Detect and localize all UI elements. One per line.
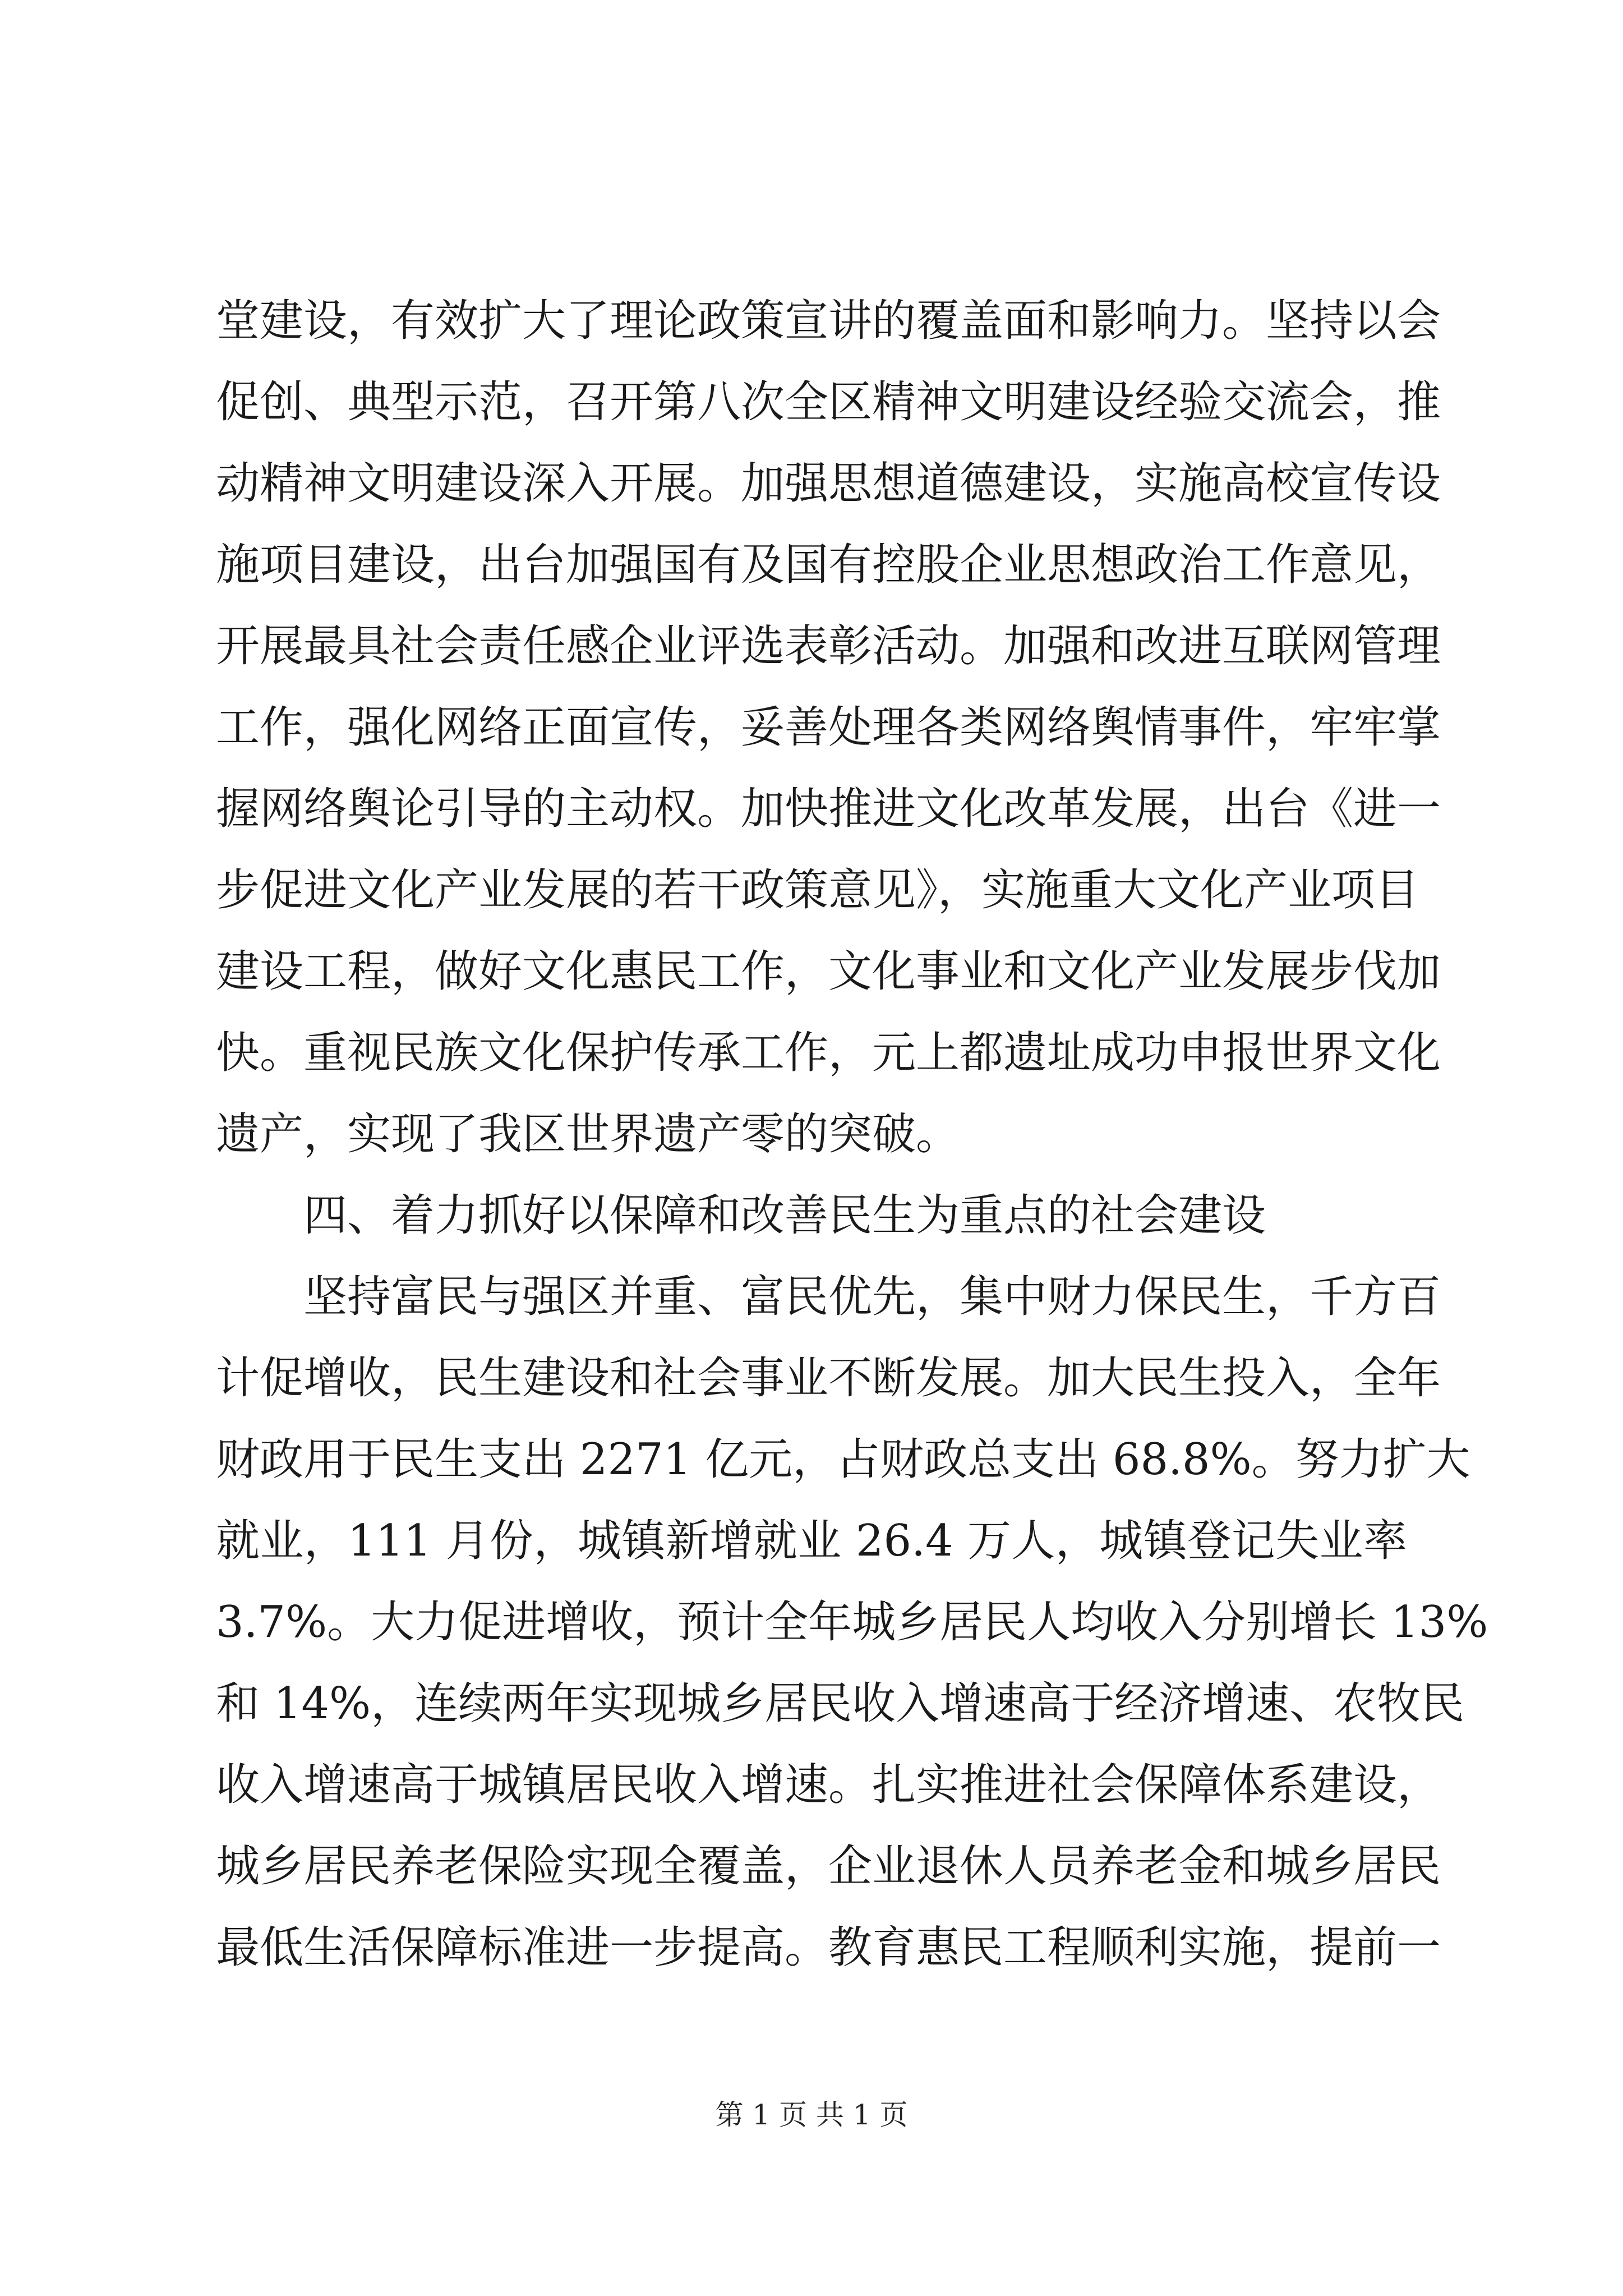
text-line: 工作，强化网络正面宣传，妥善处理各类网络舆情事件，牢牢掌 (216, 702, 1441, 753)
page-number-label: 第 1 页 共 1 页 (715, 2099, 908, 2131)
text-line: 促创、典型示范，召开第八次全区精神文明建设经验交流会，推 (216, 377, 1441, 427)
text-line: 收入增速高于城镇居民收入增速。扎实推进社会保障体系建设， (216, 1760, 1441, 1810)
text-line: 遗产，实现了我区世界遗产零的突破。 (216, 1109, 960, 1159)
document-body (216, 280, 1488, 1989)
text-line: 和 14%，连续两年实现城乡居民收入增速高于经济增速、农牧民 (216, 1678, 1465, 1729)
text-line: 堂建设，有效扩大了理论政策宣讲的覆盖面和影响力。坚持以会 (216, 296, 1441, 346)
text-line: 握网络舆论引导的主动权。加快推进文化改革发展，出台《进一 (216, 784, 1441, 834)
text-line: 坚持富民与强区并重、富民优先，集中财力保民生，千方百 (303, 1272, 1441, 1322)
page-footer (0, 2095, 1623, 2134)
text-line: 建设工程，做好文化惠民工作，文化事业和文化产业发展步伐加 (216, 946, 1441, 997)
text-line: 财政用于民生支出 2271 亿元，占财政总支出 68.8%。努力扩大 (216, 1434, 1470, 1485)
text-line: 快。重视民族文化保护传承工作，元上都遗址成功申报世界文化 (216, 1028, 1441, 1078)
text-line: 动精神文明建设深入开展。加强思想道德建设，实施高校宣传设 (216, 458, 1441, 509)
section-heading: 四、着力抓好以保障和改善民生为重点的社会建设 (303, 1190, 1266, 1241)
text-line: 施项目建设，出台加强国有及国有控股企业思想政治工作意见， (216, 540, 1441, 590)
text-line: 最低生活保障标准进一步提高。教育惠民工程顺利实施，提前一 (216, 1922, 1441, 1973)
text-line: 就业，111 月份，城镇新增就业 26.4 万人，城镇登记失业率 (216, 1516, 1407, 1566)
text-line: 3.7%。大力促进增收，预计全年城乡居民人均收入分别增长 13% (216, 1597, 1488, 1648)
text-line: 计促增收，民生建设和社会事业不断发展。加大民生投入，全年 (216, 1353, 1441, 1404)
text-line: 城乡居民养老保险实现全覆盖，企业退休人员养老金和城乡居民 (216, 1841, 1441, 1892)
text-line: 开展最具社会责任感企业评选表彰活动。加强和改进互联网管理 (216, 621, 1441, 671)
text-line: 步促进文化产业发展的若干政策意见》，实施重大文化产业项目 (216, 865, 1419, 915)
